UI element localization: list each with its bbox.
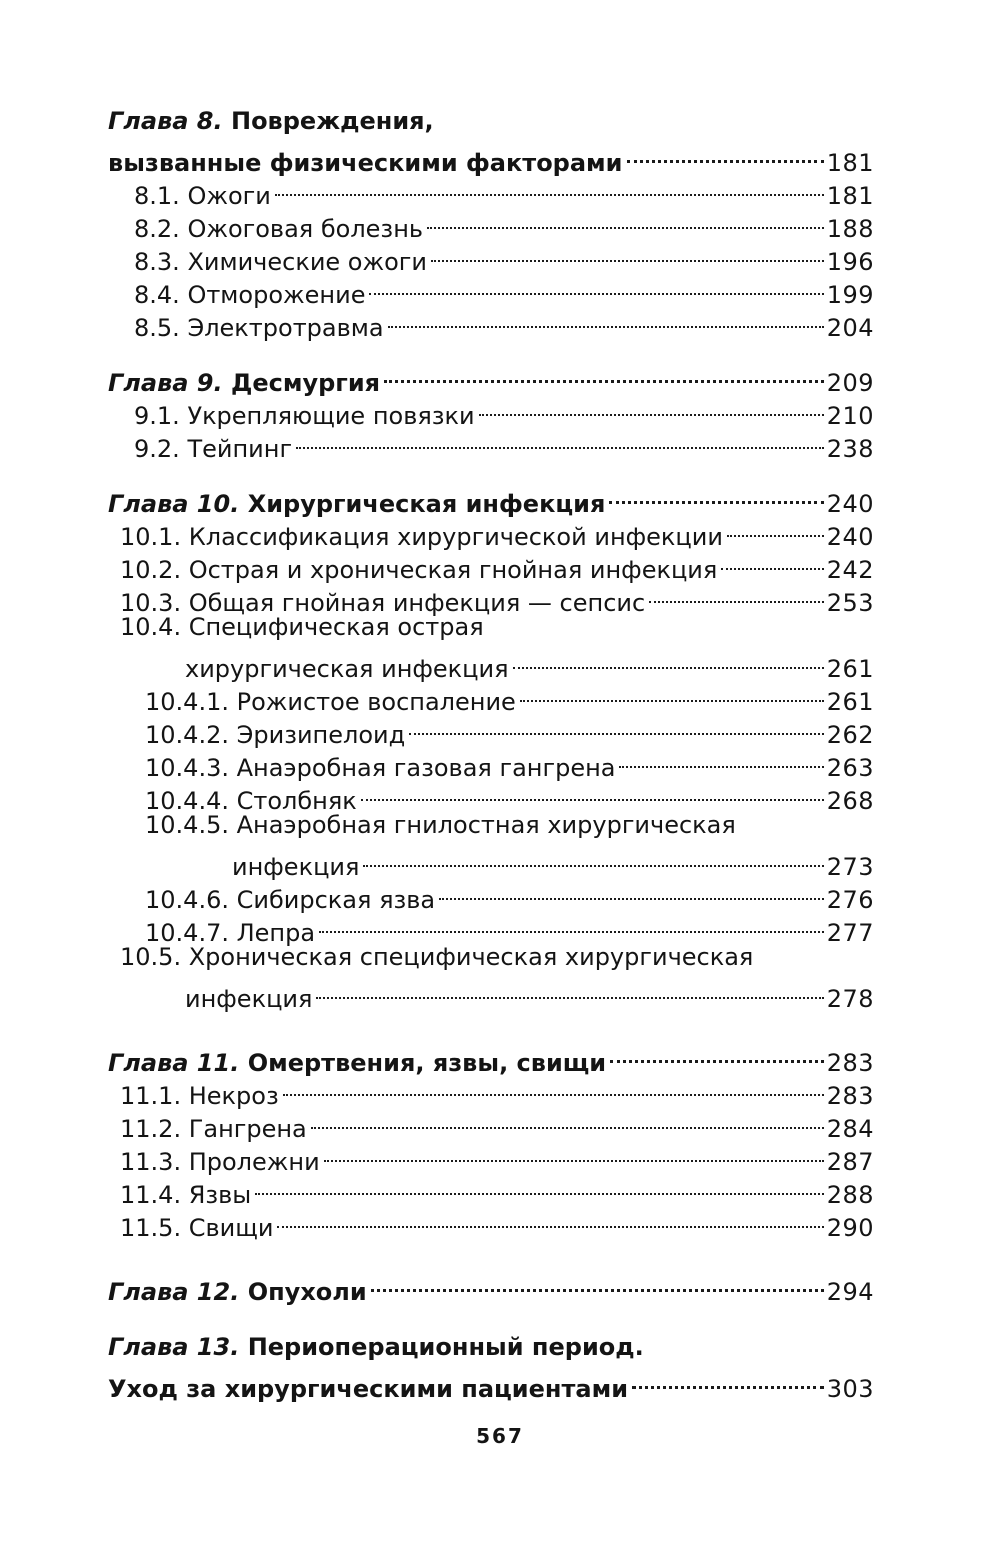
chapter-12-heading[interactable] bbox=[108, 1267, 874, 1306]
toc-entry-10-4-6[interactable] bbox=[108, 875, 874, 914]
page-number: 276 bbox=[826, 886, 874, 914]
chapter-label: Глава 12. bbox=[108, 1278, 240, 1306]
toc-entry-11-5[interactable] bbox=[108, 1203, 874, 1242]
toc-entry-11-1[interactable] bbox=[108, 1071, 874, 1110]
toc-entry-10-4-3[interactable] bbox=[108, 743, 874, 782]
dot-leader bbox=[649, 578, 824, 611]
chapter-label: Глава 9. bbox=[108, 369, 223, 397]
page-number: 278 bbox=[826, 985, 874, 1013]
chapter-title: Уход за хирургическими пациентами bbox=[108, 1375, 629, 1403]
toc-entry-10-1[interactable] bbox=[108, 512, 874, 551]
page-number: 181 bbox=[826, 182, 874, 210]
toc-entry-8-4[interactable] bbox=[108, 270, 874, 309]
page-number: 253 bbox=[826, 589, 874, 617]
section-title: Сибирская язва bbox=[236, 886, 436, 914]
page-number: 188 bbox=[826, 215, 874, 243]
chapter-13-heading-cont[interactable] bbox=[108, 1364, 874, 1403]
chapter-10-heading[interactable] bbox=[108, 479, 874, 518]
dot-leader bbox=[316, 974, 823, 1007]
section-number: 8.5. bbox=[134, 314, 180, 342]
page-number: 262 bbox=[826, 721, 874, 749]
chapter-11-heading[interactable] bbox=[108, 1038, 874, 1077]
page-number: 287 bbox=[826, 1148, 874, 1176]
page-number: 261 bbox=[826, 688, 874, 716]
toc-entry-8-3[interactable] bbox=[108, 237, 874, 276]
chapter-9-heading[interactable] bbox=[108, 358, 874, 397]
chapter-title: Хирургическая инфекция bbox=[247, 490, 606, 518]
page-number: 238 bbox=[826, 435, 874, 463]
page-number: 303 bbox=[826, 1375, 874, 1403]
section-number: 8.1. bbox=[134, 182, 180, 210]
section-title: инфекция bbox=[185, 985, 313, 1013]
chapter-label: Глава 13. bbox=[108, 1333, 240, 1361]
dot-leader bbox=[632, 1364, 824, 1397]
page-folio: 567 bbox=[476, 1424, 524, 1448]
page-number: 210 bbox=[826, 402, 874, 430]
chapter-title: Омертвения, язвы, свищи bbox=[247, 1049, 607, 1077]
page-number: 284 bbox=[826, 1115, 874, 1143]
dot-leader bbox=[388, 303, 824, 336]
section-number: 10.4.5. bbox=[145, 811, 229, 839]
dot-leader bbox=[627, 138, 824, 171]
page-number: 204 bbox=[826, 314, 874, 342]
section-number: 10.3. bbox=[120, 589, 182, 617]
toc-entry-10-4[interactable] bbox=[108, 611, 874, 644]
chapter-8-heading-cont[interactable] bbox=[108, 138, 874, 177]
section-number: 11.1. bbox=[120, 1082, 182, 1110]
toc-entry-10-3[interactable] bbox=[108, 578, 874, 617]
page-number: 209 bbox=[826, 369, 874, 397]
toc-entry-10-4-4[interactable] bbox=[108, 776, 874, 815]
chapter-title: Десмургия bbox=[230, 369, 381, 397]
section-number: 8.2. bbox=[134, 215, 180, 243]
section-title: Гангрена bbox=[188, 1115, 307, 1143]
dot-leader bbox=[255, 1170, 823, 1203]
section-title: Язвы bbox=[188, 1181, 252, 1209]
page-number: 181 bbox=[826, 149, 874, 177]
page-number: 294 bbox=[826, 1278, 874, 1306]
dot-leader bbox=[439, 875, 824, 908]
dot-leader bbox=[427, 204, 824, 237]
toc-entry-11-2[interactable] bbox=[108, 1104, 874, 1143]
dot-leader bbox=[371, 1267, 824, 1300]
dot-leader bbox=[311, 1104, 824, 1137]
section-number: 10.4. bbox=[120, 613, 182, 641]
page-number: 242 bbox=[826, 556, 874, 584]
page-number: 290 bbox=[826, 1214, 874, 1242]
page-number: 283 bbox=[826, 1049, 874, 1077]
dot-leader bbox=[319, 908, 824, 941]
section-title: Острая и хроническая гнойная инфекция bbox=[188, 556, 718, 584]
section-title: Общая гнойная инфекция — сепсис bbox=[188, 589, 646, 617]
chapter-title: Опухоли bbox=[247, 1278, 367, 1306]
dot-leader bbox=[727, 512, 824, 545]
section-number: 11.3. bbox=[120, 1148, 182, 1176]
section-number: 10.4.1. bbox=[145, 688, 229, 716]
section-title: Электротравма bbox=[187, 314, 384, 342]
dot-leader bbox=[431, 237, 824, 270]
section-number: 9.2. bbox=[134, 435, 180, 463]
section-title: Анаэробная газовая гангрена bbox=[236, 754, 616, 782]
dot-leader bbox=[283, 1071, 824, 1104]
page-number: 277 bbox=[826, 919, 874, 947]
dot-leader bbox=[384, 358, 824, 391]
dot-leader bbox=[610, 1038, 824, 1071]
section-title: Химические ожоги bbox=[187, 248, 428, 276]
dot-leader bbox=[275, 171, 824, 204]
chapter-label: Глава 11. bbox=[108, 1049, 240, 1077]
section-title: Специфическая острая bbox=[188, 613, 484, 641]
section-title: Столбняк bbox=[236, 787, 357, 815]
dot-leader bbox=[277, 1203, 823, 1236]
page-number: 288 bbox=[826, 1181, 874, 1209]
page-number: 261 bbox=[826, 655, 874, 683]
dot-leader bbox=[513, 644, 824, 677]
dot-leader bbox=[721, 545, 823, 578]
toc-entry-8-1[interactable] bbox=[108, 171, 874, 210]
section-title: Тейпинг bbox=[187, 435, 293, 463]
section-title: хирургическая инфекция bbox=[185, 655, 509, 683]
section-title: Ожоги bbox=[187, 182, 271, 210]
section-title: Свищи bbox=[188, 1214, 274, 1242]
toc-entry-8-2[interactable] bbox=[108, 204, 874, 243]
section-number: 10.5. bbox=[120, 943, 182, 971]
chapter-title: Периоперационный период. bbox=[247, 1333, 644, 1361]
page-number: 240 bbox=[826, 523, 874, 551]
section-title: Отморожение bbox=[187, 281, 366, 309]
dot-leader bbox=[369, 270, 823, 303]
page-number: 196 bbox=[826, 248, 874, 276]
section-number: 8.3. bbox=[134, 248, 180, 276]
chapter-label: Глава 8. bbox=[108, 107, 223, 135]
section-number: 11.4. bbox=[120, 1181, 182, 1209]
section-title: Лепра bbox=[236, 919, 316, 947]
chapter-13-heading[interactable] bbox=[108, 1331, 874, 1364]
section-number: 9.1. bbox=[134, 402, 180, 430]
toc-entry-10-4-cont[interactable] bbox=[108, 644, 874, 683]
toc-entry-10-4-5[interactable] bbox=[108, 809, 874, 842]
toc-entry-8-5[interactable] bbox=[108, 303, 874, 342]
toc-entry-11-4[interactable] bbox=[108, 1170, 874, 1209]
section-number: 10.4.7. bbox=[145, 919, 229, 947]
section-title: Пролежни bbox=[188, 1148, 320, 1176]
section-number: 11.2. bbox=[120, 1115, 182, 1143]
chapter-title: Повреждения, bbox=[230, 107, 434, 135]
section-title: Анаэробная гнилостная хирургическая bbox=[236, 811, 736, 839]
section-title: Эризипелоид bbox=[236, 721, 406, 749]
toc-entry-10-2[interactable] bbox=[108, 545, 874, 584]
section-title: Некроз bbox=[188, 1082, 279, 1110]
dot-leader bbox=[363, 842, 823, 875]
dot-leader bbox=[619, 743, 823, 776]
dot-leader bbox=[609, 479, 823, 512]
page-number: 273 bbox=[826, 853, 874, 881]
chapter-title: вызванные физическими факторами bbox=[108, 149, 623, 177]
section-title: Хроническая специфическая хирургическая bbox=[188, 943, 754, 971]
section-number: 10.2. bbox=[120, 556, 182, 584]
toc-entry-9-1[interactable] bbox=[108, 391, 874, 430]
section-number: 10.4.2. bbox=[145, 721, 229, 749]
toc-entry-10-5-cont[interactable] bbox=[108, 974, 874, 1013]
page-number: 240 bbox=[826, 490, 874, 518]
chapter-8-heading[interactable] bbox=[108, 105, 874, 138]
toc-entry-9-2[interactable] bbox=[108, 424, 874, 463]
section-number: 10.4.6. bbox=[145, 886, 229, 914]
toc-entry-10-4-5-cont[interactable] bbox=[108, 842, 874, 881]
section-title: Ожоговая болезнь bbox=[187, 215, 424, 243]
section-title: Укрепляющие повязки bbox=[187, 402, 475, 430]
toc-entry-10-4-1[interactable] bbox=[108, 677, 874, 716]
section-number: 11.5. bbox=[120, 1214, 182, 1242]
toc-entry-11-3[interactable] bbox=[108, 1137, 874, 1176]
dot-leader bbox=[296, 424, 824, 457]
dot-leader bbox=[479, 391, 824, 424]
dot-leader bbox=[520, 677, 824, 710]
page-number: 199 bbox=[826, 281, 874, 309]
toc-entry-10-4-7[interactable] bbox=[108, 908, 874, 947]
toc-entry-10-5[interactable] bbox=[108, 941, 874, 974]
table-of-contents bbox=[108, 105, 874, 1403]
section-number: 10.4.3. bbox=[145, 754, 229, 782]
page-number: 268 bbox=[826, 787, 874, 815]
chapter-label: Глава 10. bbox=[108, 490, 240, 518]
page-number: 283 bbox=[826, 1082, 874, 1110]
dot-leader bbox=[409, 710, 823, 743]
section-number: 10.4.4. bbox=[145, 787, 229, 815]
dot-leader bbox=[324, 1137, 824, 1170]
section-title: инфекция bbox=[232, 853, 360, 881]
dot-leader bbox=[361, 776, 824, 809]
section-number: 10.1. bbox=[120, 523, 182, 551]
toc-entry-10-4-2[interactable] bbox=[108, 710, 874, 749]
section-title: Рожистое воспаление bbox=[236, 688, 516, 716]
section-number: 8.4. bbox=[134, 281, 180, 309]
section-title: Классификация хирургической инфекции bbox=[188, 523, 723, 551]
page-number: 263 bbox=[826, 754, 874, 782]
